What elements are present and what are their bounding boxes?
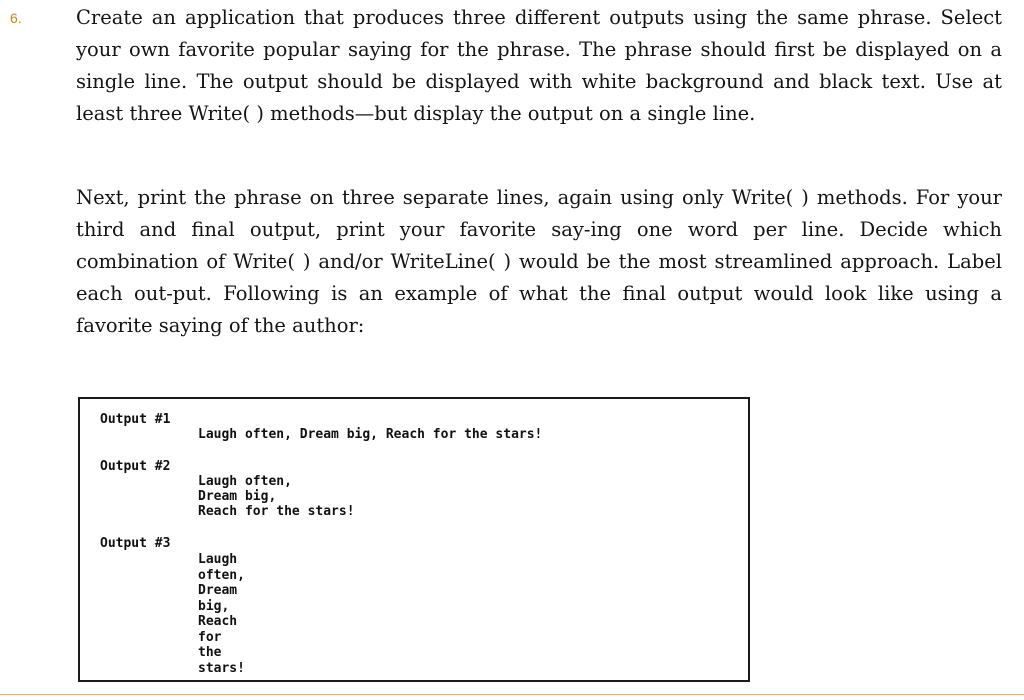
page-bottom-rule	[0, 694, 1024, 695]
console-output-example	[78, 397, 750, 682]
output-line: for	[198, 629, 222, 645]
output-1-lines	[198, 427, 542, 443]
instructions-paragraph-1: Create an application that produces three different outputs using the same phrase. Select your own favorite popular saying for the phrase. The phrase should first be displayed on a single line. The output should be displayed with white background and black text. Use at least three Write( ) methods—but display the output on a single line.	[76, 6, 1002, 125]
output-line: Laugh often, Dream big, Reach for the stars!	[198, 427, 543, 442]
output-line: the	[198, 645, 222, 660]
output-line: often,	[198, 567, 245, 583]
output-2-lines	[198, 474, 355, 519]
output-line: Dream	[198, 583, 238, 598]
exercise-number: 6.	[10, 10, 22, 26]
output-line: Reach	[198, 614, 238, 629]
output-2-label: Output #2	[100, 459, 171, 474]
output-1-label: Output #1	[100, 412, 171, 427]
output-line: big,	[198, 598, 230, 614]
output-3-label: Output #3	[100, 536, 171, 551]
output-line: Dream big,	[198, 489, 277, 504]
output-line: Laugh	[198, 552, 238, 567]
output-line: Reach for the stars!	[198, 504, 355, 519]
output-line: stars!	[198, 660, 245, 676]
output-3-lines	[198, 552, 245, 676]
output-line: Laugh often,	[198, 474, 292, 489]
instructions-paragraph-2: Next, print the phrase on three separate lines, again using only Write( ) methods. For your third and final output, print your favorite say-ing one word per line. Decide which combination of Write( ) and/or WriteLine( ) would be the most streamlined approach. Label each out-put. Following is an example of what the final output would look like using a favorite saying of the author:	[76, 186, 1002, 337]
